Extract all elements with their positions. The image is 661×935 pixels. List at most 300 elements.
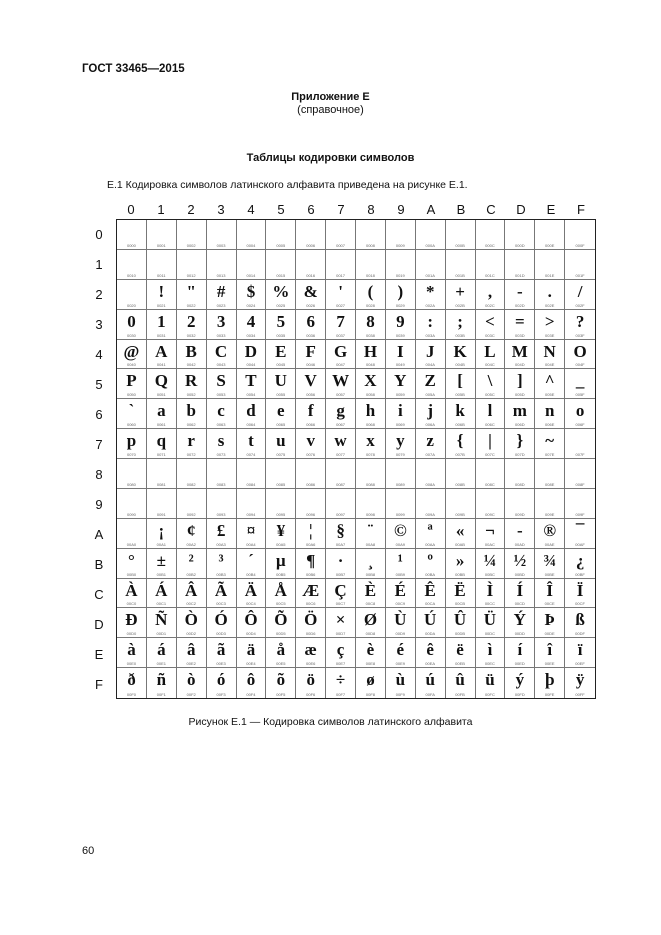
cell-glyph: º	[427, 550, 433, 570]
cell-code: 00F2	[186, 692, 196, 697]
cell-glyph: u	[276, 431, 286, 451]
row-header: 7	[95, 437, 103, 452]
table-cell	[326, 369, 356, 399]
table-cell	[296, 369, 326, 399]
table-cell	[535, 489, 565, 519]
table-cell	[266, 608, 296, 638]
cell-glyph: Ï	[576, 580, 584, 600]
table-cell	[237, 220, 267, 250]
table-cell	[326, 668, 356, 698]
cell-code: 00C1	[156, 601, 167, 607]
cell-code: 00EF	[575, 661, 585, 667]
cell-code: 00B3	[216, 571, 226, 577]
cell-glyph: 6	[306, 311, 315, 331]
cell-glyph: m	[512, 401, 527, 421]
cell-code: 008F	[575, 481, 585, 487]
cell-code: 0096	[306, 511, 316, 517]
table-cell	[207, 459, 237, 489]
table-cell	[476, 549, 506, 579]
cell-glyph: t	[248, 431, 254, 451]
row-header: 9	[95, 497, 103, 512]
table-cell	[446, 250, 476, 280]
cell-code: 008E	[545, 481, 555, 487]
cell-code: 0067	[336, 422, 346, 428]
cell-glyph: ð	[127, 670, 136, 690]
table-cell	[117, 250, 147, 280]
table-cell	[416, 459, 446, 489]
cell-code: 00A8	[365, 541, 376, 547]
cell-glyph: Õ	[274, 610, 288, 630]
cell-code: 008B	[455, 481, 465, 487]
cell-code: 00AC	[484, 541, 495, 547]
cell-glyph: H	[363, 341, 378, 361]
table-cell	[296, 668, 326, 698]
cell-code: 0074	[246, 452, 256, 457]
table-cell	[565, 429, 595, 459]
cell-glyph: ñ	[156, 670, 167, 690]
table-cell	[505, 399, 535, 429]
table-cell	[386, 250, 416, 280]
cell-code: 0054	[246, 392, 256, 398]
table-cell	[326, 250, 356, 280]
cell-code: 00F1	[156, 692, 166, 697]
cell-code: 0086	[306, 481, 316, 487]
table-cell	[416, 668, 446, 698]
cell-code: 0065	[276, 422, 286, 428]
table-cell	[446, 608, 476, 638]
cell-code: 003C	[485, 332, 495, 338]
cell-code: 0079	[395, 452, 405, 457]
table-cell	[476, 638, 506, 668]
cell-code: 0008	[365, 242, 375, 248]
row-header: C	[94, 587, 104, 602]
table-cell	[356, 549, 386, 579]
cell-code: 00B4	[246, 571, 256, 577]
table-cell	[296, 519, 326, 549]
table-cell	[476, 310, 506, 340]
cell-code: 004E	[545, 362, 555, 368]
cell-glyph: 5	[276, 311, 286, 331]
table-cell	[476, 250, 506, 280]
table-cell	[207, 280, 237, 310]
cell-code: 00C8	[365, 601, 376, 607]
table-cell	[356, 429, 386, 459]
table-cell	[296, 280, 326, 310]
table-cell	[505, 310, 535, 340]
cell-glyph: O	[573, 341, 587, 361]
cell-glyph: a	[157, 401, 166, 421]
cell-glyph: ¯	[575, 520, 585, 540]
table-cell	[446, 369, 476, 399]
table-cell	[207, 220, 237, 250]
cell-code: 0027	[336, 302, 346, 308]
cell-code: 00F8	[365, 692, 375, 697]
cell-glyph: %	[272, 281, 290, 301]
table-cell	[535, 399, 565, 429]
table-cell	[326, 310, 356, 340]
cell-glyph: Þ	[544, 610, 555, 630]
table-cell	[565, 220, 595, 250]
cell-code: 006B	[455, 422, 465, 428]
cell-code: 0095	[276, 511, 286, 517]
table-cell	[266, 459, 296, 489]
cell-code: 0007	[336, 242, 346, 248]
cell-glyph: ª	[427, 520, 433, 540]
table-cell	[535, 668, 565, 698]
cell-glyph: X	[364, 371, 377, 391]
table-cell	[177, 220, 207, 250]
cell-code: 0057	[336, 392, 346, 398]
cell-code: 00BF	[575, 571, 585, 577]
cell-code: 00A6	[306, 541, 316, 547]
cell-code: 0071	[156, 452, 166, 457]
cell-code: 005C	[485, 392, 495, 398]
row-header: E	[94, 647, 104, 662]
cell-code: 00C6	[305, 601, 316, 607]
table-cell	[505, 608, 535, 638]
cell-code: 009A	[425, 511, 435, 517]
cell-code: 0020	[126, 302, 136, 308]
table-cell	[296, 549, 326, 579]
cell-glyph: S	[216, 371, 226, 391]
cell-code: 00D5	[276, 631, 286, 637]
table-cell	[147, 549, 177, 579]
cell-code: 00F6	[306, 692, 316, 697]
cell-glyph: Ü	[483, 610, 497, 630]
cell-glyph: Ë	[454, 580, 466, 600]
cell-code: 00CE	[544, 601, 555, 607]
cell-code: 0050	[126, 392, 136, 398]
cell-glyph: #	[216, 281, 226, 301]
cell-glyph: ¥	[276, 520, 286, 540]
row-header: 0	[95, 227, 103, 242]
cell-code: 00A1	[156, 541, 166, 547]
table-cell	[266, 369, 296, 399]
cell-glyph: 3	[216, 311, 226, 331]
cell-glyph: v	[306, 431, 315, 451]
table-cell	[446, 220, 476, 250]
table-cell	[237, 429, 267, 459]
cell-glyph: ò	[186, 670, 196, 690]
table-cell	[535, 280, 565, 310]
table-cell	[147, 579, 177, 609]
cell-code: 0092	[186, 511, 196, 517]
table-cell	[535, 220, 565, 250]
cell-code: 005B	[455, 392, 465, 398]
cell-glyph: /	[577, 281, 583, 301]
cell-code: 004F	[575, 362, 585, 368]
table-cell	[177, 459, 207, 489]
cell-code: 000D	[515, 242, 525, 248]
cell-glyph: Í	[516, 580, 524, 600]
cell-code: 0094	[246, 511, 256, 517]
cell-code: 0043	[216, 362, 226, 368]
cell-glyph: æ	[304, 640, 317, 660]
cell-code: 0002	[186, 242, 196, 248]
cell-code: 00C0	[126, 601, 137, 607]
cell-code: 00C5	[276, 601, 286, 607]
table-cell	[326, 399, 356, 429]
column-header: C	[486, 202, 496, 217]
row-header: 3	[95, 317, 103, 332]
table-cell	[207, 399, 237, 429]
table-cell	[266, 549, 296, 579]
cell-glyph: 1	[157, 311, 166, 331]
table-cell	[356, 250, 386, 280]
table-cell	[266, 310, 296, 340]
table-cell	[416, 340, 446, 370]
cell-glyph: ¸	[367, 550, 374, 570]
row-header: 6	[95, 407, 103, 422]
table-cell	[207, 429, 237, 459]
table-cell	[117, 429, 147, 459]
cell-glyph: ó	[216, 670, 226, 690]
table-cell	[147, 340, 177, 370]
table-cell	[296, 340, 326, 370]
table-cell	[505, 280, 535, 310]
cell-glyph: F	[305, 341, 316, 361]
cell-glyph: G	[333, 341, 348, 361]
cell-code: 0030	[126, 332, 136, 338]
row-header: B	[94, 557, 104, 572]
cell-glyph: _	[575, 371, 585, 391]
character-code-table	[116, 219, 596, 699]
table-cell	[416, 280, 446, 310]
cell-code: 004D	[515, 362, 525, 368]
cell-code: 00ED	[514, 661, 525, 667]
cell-glyph: s	[217, 431, 225, 451]
table-cell	[207, 310, 237, 340]
cell-code: 0076	[306, 452, 316, 457]
table-cell	[446, 519, 476, 549]
table-cell	[237, 519, 267, 549]
table-cell	[505, 489, 535, 519]
table-cell	[177, 579, 207, 609]
table-cell	[446, 549, 476, 579]
table-cell	[565, 399, 595, 429]
cell-glyph: y	[396, 431, 405, 451]
table-cell	[356, 608, 386, 638]
table-cell	[535, 459, 565, 489]
cell-code: 0064	[246, 422, 256, 428]
cell-glyph: ©	[393, 520, 407, 540]
cell-code: 00E0	[126, 661, 137, 667]
cell-glyph: N	[543, 341, 556, 361]
cell-glyph: M	[511, 341, 528, 361]
cell-code: 003B	[455, 332, 465, 338]
cell-code: 0024	[246, 302, 256, 308]
table-cell	[505, 340, 535, 370]
table-cell	[326, 638, 356, 668]
cell-code: 0060	[126, 422, 136, 428]
table-cell	[296, 399, 326, 429]
cell-glyph: ú	[425, 670, 435, 690]
cell-code: 008A	[425, 481, 435, 487]
cell-glyph: J	[425, 341, 435, 361]
table-cell	[177, 519, 207, 549]
cell-glyph: -	[516, 520, 523, 540]
table-cell	[117, 668, 147, 698]
cell-glyph: û	[455, 670, 465, 690]
cell-glyph: é	[396, 640, 405, 660]
cell-code: 00B5	[276, 571, 286, 577]
table-cell	[356, 489, 386, 519]
table-cell	[386, 549, 416, 579]
cell-code: 0014	[246, 272, 256, 278]
cell-code: 0046	[306, 362, 316, 368]
table-cell	[565, 638, 595, 668]
column-header: 0	[127, 202, 135, 217]
cell-code: 00B7	[335, 571, 346, 577]
cell-glyph: Ê	[424, 580, 436, 600]
cell-glyph: Ñ	[155, 610, 168, 630]
cell-glyph: þ	[544, 670, 555, 690]
table-cell	[237, 369, 267, 399]
cell-code: 00D9	[395, 631, 406, 637]
cell-glyph: r	[187, 431, 195, 451]
table-cell	[117, 549, 147, 579]
cell-glyph: I	[397, 341, 404, 361]
cell-code: 0019	[395, 272, 405, 278]
cell-code: 000A	[425, 242, 435, 248]
cell-code: 006F	[575, 422, 585, 428]
cell-code: 0006	[306, 242, 316, 248]
cell-code: 0072	[186, 452, 196, 457]
table-cell	[565, 519, 595, 549]
cell-code: 00A9	[395, 541, 405, 547]
table-cell	[356, 310, 386, 340]
table-cell	[296, 579, 326, 609]
cell-glyph: Ú	[424, 610, 437, 630]
cell-code: 0080	[126, 481, 136, 487]
table-cell	[326, 489, 356, 519]
table-cell	[505, 549, 535, 579]
cell-code: 00C2	[186, 601, 196, 607]
table-cell	[117, 220, 147, 250]
table-cell	[117, 310, 147, 340]
table-cell	[237, 310, 267, 340]
cell-code: 00B8	[365, 571, 376, 577]
cell-glyph: k	[455, 401, 465, 421]
cell-code: 0073	[216, 452, 226, 457]
table-cell	[505, 519, 535, 549]
table-cell	[296, 489, 326, 519]
cell-glyph: w	[334, 431, 347, 451]
cell-glyph: ¡	[158, 520, 165, 540]
cell-glyph: e	[277, 401, 285, 421]
cell-code: 009F	[575, 511, 585, 517]
cell-code: 001E	[545, 272, 555, 278]
cell-glyph: o	[575, 401, 585, 421]
cell-glyph: ù	[395, 670, 406, 690]
cell-glyph: ¤	[246, 520, 256, 540]
table-cell	[535, 549, 565, 579]
table-cell	[147, 310, 177, 340]
cell-code: 0021	[156, 302, 166, 308]
cell-glyph: À	[125, 580, 138, 600]
cell-glyph: R	[185, 371, 198, 391]
table-cell	[207, 369, 237, 399]
table-cell	[266, 489, 296, 519]
cell-code: 00E3	[216, 661, 226, 667]
cell-code: 0069	[395, 422, 405, 428]
table-cell	[117, 369, 147, 399]
cell-code: 002C	[485, 302, 495, 308]
table-cell	[326, 340, 356, 370]
cell-code: 00B0	[126, 571, 137, 577]
column-header: 3	[217, 202, 225, 217]
cell-glyph: Î	[546, 580, 553, 600]
cell-code: 00AF	[575, 541, 585, 547]
table-cell	[177, 489, 207, 519]
cell-code: 003A	[425, 332, 435, 338]
cell-glyph: ]	[516, 371, 523, 391]
table-cell	[237, 579, 267, 609]
table-cell	[266, 638, 296, 668]
table-cell	[177, 399, 207, 429]
table-cell	[535, 369, 565, 399]
cell-code: 00A7	[335, 541, 346, 547]
cell-code: 001C	[485, 272, 495, 278]
cell-code: 00F0	[126, 692, 136, 697]
cell-code: 00BC	[484, 571, 495, 577]
cell-glyph: 9	[396, 311, 405, 331]
cell-code: 0088	[365, 481, 375, 487]
table-cell	[326, 459, 356, 489]
table-cell	[296, 220, 326, 250]
cell-code: 00CA	[425, 601, 436, 607]
table-cell	[237, 638, 267, 668]
cell-glyph: å	[276, 640, 286, 660]
table-cell	[326, 280, 356, 310]
cell-glyph: `	[128, 401, 135, 421]
cell-code: 0013	[216, 272, 226, 278]
cell-code: 002D	[515, 302, 525, 308]
table-cell	[535, 429, 565, 459]
table-cell	[476, 579, 506, 609]
cell-code: 0087	[336, 481, 346, 487]
table-cell	[386, 220, 416, 250]
cell-code: 001F	[575, 272, 585, 278]
cell-glyph: 2	[186, 311, 196, 331]
cell-code: 0041	[156, 362, 166, 368]
cell-code: 00A2	[186, 541, 196, 547]
cell-code: 0066	[306, 422, 316, 428]
cell-glyph: q	[156, 431, 167, 451]
cell-code: 000C	[485, 242, 495, 248]
table-cell	[565, 459, 595, 489]
table-cell	[446, 310, 476, 340]
cell-code: 007F	[575, 452, 585, 457]
cell-code: 00CF	[575, 601, 585, 607]
table-cell	[177, 549, 207, 579]
cell-code: 00B9	[395, 571, 405, 577]
cell-glyph: ì	[487, 640, 493, 660]
cell-glyph: í	[517, 640, 523, 660]
cell-glyph: ²	[188, 550, 194, 570]
cell-code: 0044	[246, 362, 256, 368]
table-cell	[356, 459, 386, 489]
cell-glyph: D	[244, 341, 258, 361]
column-header: D	[516, 202, 526, 217]
table-cell	[207, 579, 237, 609]
cell-code: 00A3	[216, 541, 226, 547]
cell-code: 00C9	[395, 601, 406, 607]
cell-glyph: ï	[577, 640, 583, 660]
cell-glyph: U	[274, 371, 287, 391]
table-cell	[505, 250, 535, 280]
cell-glyph: ô	[246, 670, 256, 690]
